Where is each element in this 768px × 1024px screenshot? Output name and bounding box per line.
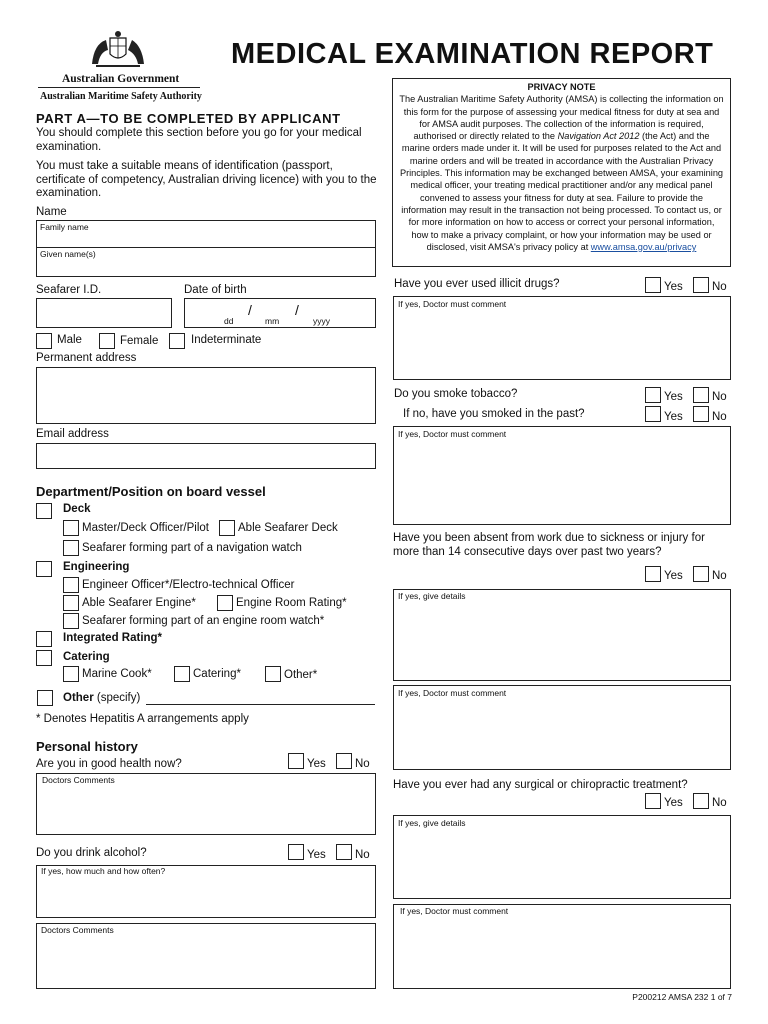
part-a-para1: You should complete this section before you go for your medical examination. — [36, 127, 362, 153]
seafarer-id-input[interactable] — [36, 298, 172, 328]
tobacco-yes-label: Yes — [664, 391, 683, 403]
other-label — [63, 692, 140, 704]
permanent-address-label: Permanent address — [36, 352, 137, 364]
alcohol-question: Do you drink alcohol? — [36, 847, 147, 859]
integrated-checkbox[interactable] — [36, 631, 52, 647]
surgical-comment-input[interactable] — [393, 904, 731, 989]
permanent-address-input[interactable] — [36, 367, 376, 424]
master-deck-checkbox[interactable] — [63, 520, 79, 536]
doctors-comments-label-2: Doctors Comments — [41, 925, 114, 935]
privacy-text-b: (the Act) and the marine orders made under it. It will be used for purposes related to the Act and marine orders and will be treated in accordance with the Australian Privacy Principles. This information may be exchanged between AMSA, your examining medical officer, your treating medical practitioner and/or any medical panel convened to assess your fitness for duty at sea. Failure to provide the information may result in the transaction not being processed. To contact us, or for more information on how to access or correct your personal information, how to make a privacy complaint, or how your information may be used or disclosed, visit AMSA's privacy policy at — [399, 131, 724, 252]
smoked-past-yes-checkbox[interactable] — [645, 406, 661, 422]
dob-slash-1: / — [248, 302, 252, 318]
good-health-no-checkbox[interactable] — [336, 753, 352, 769]
drugs-question: Have you ever used illicit drugs? — [394, 278, 560, 290]
given-names-label: Given name(s) — [40, 249, 96, 259]
dob-label: Date of birth — [184, 284, 247, 296]
coat-of-arms-logo — [88, 30, 148, 70]
privacy-text-italic: Navigation Act 2012 — [557, 131, 640, 142]
catering-option-label: Catering* — [193, 668, 241, 680]
other-option-checkbox[interactable] — [265, 666, 281, 682]
good-health-yes-label: Yes — [307, 758, 326, 770]
email-input[interactable] — [36, 443, 376, 469]
dob-mm: mm — [265, 316, 280, 326]
tobacco-yes-checkbox[interactable] — [645, 387, 661, 403]
other-checkbox[interactable] — [37, 690, 53, 706]
deck-label: Deck — [63, 503, 91, 515]
engineering-label: Engineering — [63, 561, 130, 573]
engine-room-rating-label: Engine Room Rating* — [236, 597, 347, 609]
male-label: Male — [57, 334, 82, 346]
master-deck-label: Master/Deck Officer/Pilot — [82, 522, 209, 534]
logo-divider — [38, 87, 200, 88]
dob-input[interactable] — [184, 298, 376, 328]
engineering-checkbox[interactable] — [36, 561, 52, 577]
catering-label: Catering — [63, 651, 110, 663]
female-checkbox[interactable] — [99, 333, 115, 349]
absent-yes-checkbox[interactable] — [645, 566, 661, 582]
absent-comment-label: If yes, Doctor must comment — [398, 688, 507, 698]
nav-watch-label: Seafarer forming part of a navigation watch — [82, 542, 302, 554]
hepatitis-note: * Denotes Hepatitis A arrangements apply — [36, 713, 249, 725]
absent-yes-label: Yes — [664, 570, 683, 582]
engine-watch-label: Seafarer forming part of an engine room watch* — [82, 615, 325, 627]
deck-checkbox[interactable] — [36, 503, 52, 519]
catering-checkbox[interactable] — [36, 650, 52, 666]
surgical-details-label: If yes, give details — [398, 818, 466, 828]
drugs-yes-checkbox[interactable] — [645, 277, 661, 293]
indeterminate-checkbox[interactable] — [169, 333, 185, 349]
alcohol-yes-label: Yes — [307, 849, 326, 861]
other-specify-line[interactable] — [146, 704, 375, 705]
smoked-past-question: If no, have you smoked in the past? — [403, 408, 585, 420]
privacy-text-a: The Australian Maritime Safety Authority (AMSA) is collecting the information on this form for the purpose of assessing your medical fitness for duty at sea and for AMSA audit purposes. The collection of the information is required, authorised or directly related to the — [399, 94, 724, 142]
smoked-past-no-label: No — [712, 411, 727, 423]
agency-name: Australian Maritime Safety Authority — [40, 91, 202, 102]
privacy-title: PRIVACY NOTE — [527, 82, 596, 92]
absent-no-label: No — [712, 570, 727, 582]
alcohol-no-checkbox[interactable] — [336, 844, 352, 860]
surgical-no-checkbox[interactable] — [693, 793, 709, 809]
family-name-label: Family name — [40, 222, 89, 232]
indeterminate-label: Indeterminate — [191, 334, 262, 346]
able-engine-label: Able Seafarer Engine* — [82, 597, 196, 609]
alcohol-details-label: If yes, how much and how often? — [41, 866, 166, 876]
engineer-officer-label: Engineer Officer*/Electro-technical Officer — [82, 579, 295, 591]
surgical-no-label: No — [712, 797, 727, 809]
page-title: MEDICAL EXAMINATION REPORT — [231, 38, 714, 70]
other-label-bold: Other — [63, 692, 94, 704]
doctors-comments-label: Doctors Comments — [42, 775, 115, 785]
tobacco-no-checkbox[interactable] — [693, 387, 709, 403]
privacy-link[interactable]: www.amsa.gov.au/privacy — [590, 241, 697, 252]
tobacco-comment-label: If yes, Doctor must comment — [398, 429, 507, 439]
good-health-yes-checkbox[interactable] — [288, 753, 304, 769]
government-name: Australian Government — [62, 73, 180, 85]
surgical-comment-label: If yes, Doctor must comment — [400, 906, 509, 916]
female-label: Female — [120, 335, 159, 347]
surgical-yes-checkbox[interactable] — [645, 793, 661, 809]
privacy-note — [392, 78, 731, 267]
absent-no-checkbox[interactable] — [693, 566, 709, 582]
good-health-no-label: No — [355, 758, 370, 770]
other-specify: (specify) — [93, 692, 141, 704]
able-engine-checkbox[interactable] — [63, 595, 79, 611]
good-health-question: Are you in good health now? — [36, 758, 182, 770]
dob-slash-2: / — [295, 302, 299, 318]
department-heading: Department/Position on board vessel — [36, 484, 266, 499]
drugs-no-checkbox[interactable] — [693, 277, 709, 293]
drugs-comment-label: If yes, Doctor must comment — [398, 299, 507, 309]
tobacco-no-label: No — [712, 391, 727, 403]
smoked-past-yes-label: Yes — [664, 411, 683, 423]
smoked-past-no-checkbox[interactable] — [693, 406, 709, 422]
absent-question: Have you been absent from work due to sickness or injury for more than 14 consecutive days over past two years? — [393, 532, 705, 558]
email-label: Email address — [36, 428, 109, 440]
dob-yyyy: yyyy — [313, 316, 330, 326]
part-a-heading: PART A—TO BE COMPLETED BY APPLICANT — [36, 111, 341, 126]
drugs-yes-label: Yes — [664, 281, 683, 293]
drugs-no-label: No — [712, 281, 727, 293]
integrated-label: Integrated Rating* — [63, 632, 163, 644]
surgical-yes-label: Yes — [664, 797, 683, 809]
page-footer: P200212 AMSA 232 1 of 7 — [632, 992, 732, 1002]
surgical-question: Have you ever had any surgical or chiropractic treatment? — [393, 779, 688, 791]
alcohol-yes-checkbox[interactable] — [288, 844, 304, 860]
name-label: Name — [36, 206, 67, 218]
dob-dd: dd — [224, 316, 234, 326]
marine-cook-checkbox[interactable] — [63, 666, 79, 682]
able-deck-checkbox[interactable] — [219, 520, 235, 536]
part-a-para2: You must take a suitable means of identification (passport, certificate of competency, Australian driving licence) with you to the examination. — [36, 160, 377, 199]
absent-details-label: If yes, give details — [398, 591, 466, 601]
engine-room-rating-checkbox[interactable] — [217, 595, 233, 611]
catering-option-checkbox[interactable] — [174, 666, 190, 682]
tobacco-comment-input[interactable] — [393, 426, 731, 525]
able-deck-label: Able Seafarer Deck — [238, 522, 338, 534]
male-checkbox[interactable] — [36, 333, 52, 349]
absent-details-input[interactable] — [393, 589, 731, 681]
marine-cook-label: Marine Cook* — [82, 668, 152, 680]
other-option-label: Other* — [284, 669, 318, 681]
personal-history-heading: Personal history — [36, 739, 138, 754]
engine-watch-checkbox[interactable] — [63, 613, 79, 629]
seafarer-id-label: Seafarer I.D. — [36, 284, 102, 296]
alcohol-no-label: No — [355, 849, 370, 861]
engineer-officer-checkbox[interactable] — [63, 577, 79, 593]
tobacco-question: Do you smoke tobacco? — [394, 388, 518, 400]
nav-watch-checkbox[interactable] — [63, 540, 79, 556]
